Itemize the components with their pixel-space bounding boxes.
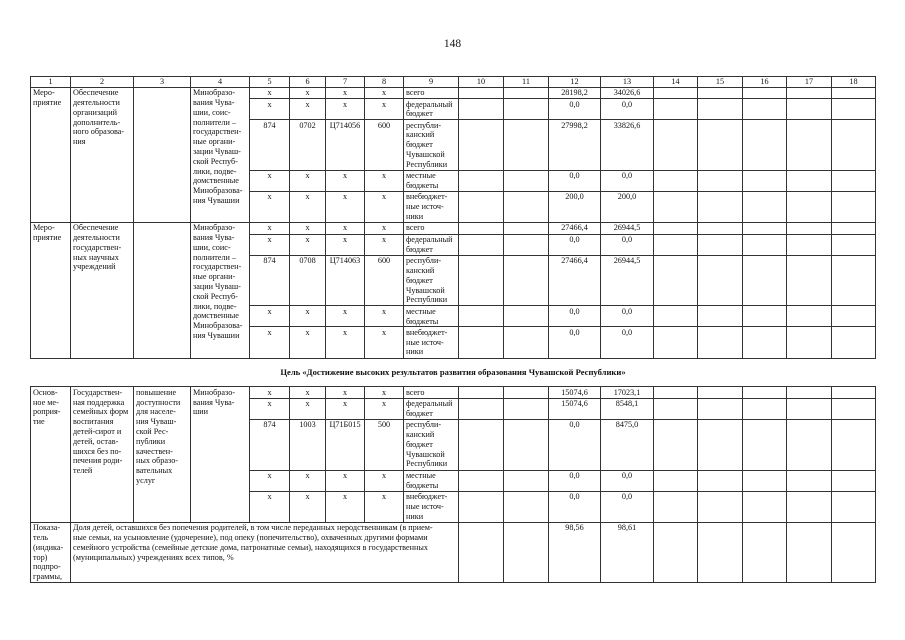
column-number-header: 14 [654, 77, 698, 88]
value-col13-cell: 17023,1 [601, 387, 654, 398]
empty-cell [832, 120, 876, 170]
value-col13-cell: 8475,0 [601, 419, 654, 470]
target-article-cell: Ц71Б015 [326, 419, 365, 470]
target-article-cell: х [326, 306, 365, 327]
value-col12-cell: 27466,4 [549, 222, 601, 234]
empty-cell [654, 191, 698, 222]
target-article-cell: х [326, 99, 365, 120]
empty-cell [787, 255, 832, 305]
expense-type-cell: 500 [365, 419, 404, 470]
empty-cell [698, 191, 743, 222]
empty-cell [459, 491, 504, 522]
value-col13-cell: 8548,1 [601, 398, 654, 419]
empty-cell [459, 170, 504, 191]
grbs-code-cell: х [250, 234, 290, 255]
indicator-value-col13: 98,61 [601, 522, 654, 582]
empty-cell [504, 255, 549, 305]
empty-cell [504, 387, 549, 398]
section-code-cell: х [290, 306, 326, 327]
column-number-header: 12 [549, 77, 601, 88]
grbs-code-cell: х [250, 170, 290, 191]
value-col12-cell: 0,0 [549, 234, 601, 255]
value-col13-cell: 33826,6 [601, 120, 654, 170]
column-number-header: 5 [250, 77, 290, 88]
empty-cell [504, 222, 549, 234]
funding-source-cell: всего [404, 222, 459, 234]
section-code-cell: 1003 [290, 419, 326, 470]
empty-cell [459, 327, 504, 359]
value-col12-cell: 0,0 [549, 470, 601, 491]
empty-cell [504, 191, 549, 222]
empty-cell [832, 419, 876, 470]
funding-source-cell: всего [404, 87, 459, 98]
section-code-cell: 0702 [290, 120, 326, 170]
empty-cell [698, 255, 743, 305]
expense-type-cell: х [365, 170, 404, 191]
value-col13-cell: 0,0 [601, 234, 654, 255]
funding-source-cell: республи- канский бюджет Чувашской Республики [404, 419, 459, 470]
target-article-cell: х [326, 327, 365, 359]
section-code-cell: х [290, 234, 326, 255]
grbs-code-cell: х [250, 387, 290, 398]
value-col13-cell: 26944,5 [601, 222, 654, 234]
empty-cell [743, 419, 787, 470]
empty-cell [504, 419, 549, 470]
target-article-cell: х [326, 222, 365, 234]
value-col13-cell: 0,0 [601, 491, 654, 522]
empty-cell [698, 522, 743, 582]
grbs-code-cell: х [250, 87, 290, 98]
expense-type-cell: х [365, 99, 404, 120]
grbs-code-cell: х [250, 327, 290, 359]
empty-cell [832, 170, 876, 191]
empty-cell [743, 491, 787, 522]
executor-cell: Минобразо- вания Чува- шии, соис- полнители – государствен- ные органи- зации Чуваш- ской Респуб- лики, подве- домственные Минобразова- ния Чувашии [191, 222, 250, 359]
empty-cell [459, 522, 504, 582]
empty-cell [787, 120, 832, 170]
column-number-header: 9 [404, 77, 459, 88]
empty-cell [654, 522, 698, 582]
budget-row [31, 222, 876, 234]
empty-cell [787, 419, 832, 470]
empty-cell [832, 222, 876, 234]
section-code-cell: х [290, 398, 326, 419]
expense-type-cell: х [365, 398, 404, 419]
empty-cell [698, 387, 743, 398]
empty-cell [504, 87, 549, 98]
budget-row [31, 87, 876, 98]
empty-cell [698, 120, 743, 170]
goal-row [31, 359, 876, 387]
empty-cell [787, 398, 832, 419]
event-goal-cell: повышение доступности для населе- ния Чуваш- ской Рес- публики качествен- ных образо- вательных услуг [134, 387, 191, 522]
empty-cell [787, 222, 832, 234]
column-number-header: 11 [504, 77, 549, 88]
column-number-header: 6 [290, 77, 326, 88]
empty-cell [832, 255, 876, 305]
empty-cell [459, 470, 504, 491]
indicator-label-cell: Показа- тель (индика- тор) подпро- граммы, [31, 522, 71, 582]
empty-cell [698, 419, 743, 470]
empty-cell [832, 522, 876, 582]
value-col12-cell: 200,0 [549, 191, 601, 222]
empty-cell [743, 327, 787, 359]
empty-cell [504, 327, 549, 359]
funding-source-cell: всего [404, 387, 459, 398]
funding-source-cell: внебюджет- ные источ- ники [404, 191, 459, 222]
value-col12-cell: 0,0 [549, 327, 601, 359]
value-col13-cell: 200,0 [601, 191, 654, 222]
expense-type-cell: х [365, 87, 404, 98]
budget-row [31, 387, 876, 398]
section-code-cell: х [290, 470, 326, 491]
value-col13-cell: 26944,5 [601, 255, 654, 305]
empty-cell [504, 522, 549, 582]
value-col12-cell: 27998,2 [549, 120, 601, 170]
empty-cell [459, 191, 504, 222]
grbs-code-cell: 874 [250, 255, 290, 305]
column-number-header: 18 [832, 77, 876, 88]
empty-cell [743, 99, 787, 120]
empty-cell [832, 191, 876, 222]
funding-source-cell: республи- канский бюджет Чувашской Республики [404, 255, 459, 305]
column-number-header: 17 [787, 77, 832, 88]
empty-cell [787, 170, 832, 191]
value-col12-cell: 15074,6 [549, 398, 601, 419]
value-col13-cell: 0,0 [601, 306, 654, 327]
target-article-cell: х [326, 491, 365, 522]
empty-cell [698, 234, 743, 255]
empty-cell [654, 491, 698, 522]
grbs-code-cell: х [250, 99, 290, 120]
grbs-code-cell: х [250, 191, 290, 222]
target-article-cell: х [326, 170, 365, 191]
expense-type-cell: х [365, 491, 404, 522]
empty-cell [654, 398, 698, 419]
executor-cell: Минобразо- вания Чува- шии [191, 387, 250, 522]
empty-cell [743, 191, 787, 222]
empty-cell [459, 234, 504, 255]
empty-cell [654, 87, 698, 98]
event-name-cell: Обеспечение деятельности государствен- ных научных учреждений [71, 222, 134, 359]
funding-source-cell: федеральный бюджет [404, 234, 459, 255]
empty-cell [787, 191, 832, 222]
empty-cell [743, 87, 787, 98]
section-code-cell: х [290, 491, 326, 522]
empty-cell [654, 387, 698, 398]
empty-cell [698, 491, 743, 522]
empty-cell [787, 306, 832, 327]
grbs-code-cell: 874 [250, 120, 290, 170]
target-article-cell: Ц714056 [326, 120, 365, 170]
empty-cell [504, 470, 549, 491]
funding-source-cell: местные бюджеты [404, 306, 459, 327]
grbs-code-cell: 874 [250, 419, 290, 470]
empty-cell [504, 306, 549, 327]
grbs-code-cell: х [250, 306, 290, 327]
target-article-cell: х [326, 470, 365, 491]
empty-cell [504, 398, 549, 419]
empty-cell [504, 491, 549, 522]
empty-cell [743, 222, 787, 234]
empty-cell [698, 99, 743, 120]
empty-cell [698, 222, 743, 234]
empty-cell [832, 491, 876, 522]
grbs-code-cell: х [250, 398, 290, 419]
empty-cell [504, 234, 549, 255]
target-article-cell: Ц714063 [326, 255, 365, 305]
empty-cell [698, 87, 743, 98]
empty-cell [504, 170, 549, 191]
section-code-cell: х [290, 191, 326, 222]
section-code-cell: х [290, 170, 326, 191]
empty-cell [698, 398, 743, 419]
section-code-cell: х [290, 222, 326, 234]
expense-type-cell: 600 [365, 120, 404, 170]
empty-cell [832, 387, 876, 398]
empty-cell [787, 491, 832, 522]
expense-type-cell: х [365, 234, 404, 255]
funding-source-cell: внебюджет- ные источ- ники [404, 491, 459, 522]
section-code-cell: х [290, 387, 326, 398]
funding-source-cell: федеральный бюджет [404, 99, 459, 120]
target-article-cell: х [326, 191, 365, 222]
empty-cell [698, 306, 743, 327]
column-number-header: 7 [326, 77, 365, 88]
value-col12-cell: 27466,4 [549, 255, 601, 305]
empty-cell [787, 327, 832, 359]
empty-cell [743, 170, 787, 191]
grbs-code-cell: х [250, 222, 290, 234]
event-goal-cell [134, 222, 191, 359]
empty-cell [459, 306, 504, 327]
empty-cell [832, 306, 876, 327]
empty-cell [743, 470, 787, 491]
column-number-row [31, 77, 876, 88]
expense-type-cell: х [365, 387, 404, 398]
section-code-cell: х [290, 87, 326, 98]
value-col12-cell: 0,0 [549, 491, 601, 522]
empty-cell [504, 99, 549, 120]
empty-cell [698, 170, 743, 191]
empty-cell [459, 120, 504, 170]
empty-cell [832, 470, 876, 491]
page-number: 148 [443, 38, 462, 50]
event-type-cell: Меро- приятие [31, 222, 71, 359]
empty-cell [698, 327, 743, 359]
empty-cell [832, 327, 876, 359]
column-number-header: 15 [698, 77, 743, 88]
value-col13-cell: 34026,6 [601, 87, 654, 98]
empty-cell [787, 87, 832, 98]
empty-cell [654, 255, 698, 305]
empty-cell [654, 327, 698, 359]
empty-cell [743, 306, 787, 327]
empty-cell [832, 398, 876, 419]
empty-cell [787, 99, 832, 120]
column-number-header: 8 [365, 77, 404, 88]
funding-source-cell: местные бюджеты [404, 470, 459, 491]
expense-type-cell: х [365, 470, 404, 491]
section-code-cell: 0708 [290, 255, 326, 305]
value-col12-cell: 28198,2 [549, 87, 601, 98]
value-col13-cell: 0,0 [601, 170, 654, 191]
indicator-value-col12: 98,56 [549, 522, 601, 582]
empty-cell [459, 99, 504, 120]
empty-cell [743, 234, 787, 255]
empty-cell [787, 234, 832, 255]
empty-cell [654, 419, 698, 470]
value-col12-cell: 0,0 [549, 419, 601, 470]
value-col12-cell: 0,0 [549, 170, 601, 191]
empty-cell [459, 255, 504, 305]
empty-cell [743, 120, 787, 170]
empty-cell [654, 306, 698, 327]
column-number-header: 13 [601, 77, 654, 88]
empty-cell [654, 470, 698, 491]
funding-source-cell: внебюджет- ные источ- ники [404, 327, 459, 359]
column-number-header: 4 [191, 77, 250, 88]
empty-cell [654, 120, 698, 170]
indicator-text-cell: Доля детей, оставшихся без попечения родителей, в том числе переданных неродственникам (в прием- ные семьи, на усыновление (удочерение), под опеку (попечительство), охваченных другими формами семейного устройства (семейные детские дома, патронатные семьи), находящихся в государственных (муниципальных) учреждениях всех типов, % [71, 522, 459, 582]
goal-title: Цель «Достижение высоких результатов развития образования Чувашской Республики» [31, 359, 876, 387]
target-article-cell: х [326, 398, 365, 419]
empty-cell [832, 87, 876, 98]
target-article-cell: х [326, 234, 365, 255]
empty-cell [832, 99, 876, 120]
empty-cell [832, 234, 876, 255]
empty-cell [459, 87, 504, 98]
empty-cell [459, 419, 504, 470]
empty-cell [787, 470, 832, 491]
indicator-row [31, 522, 876, 582]
expense-type-cell: х [365, 222, 404, 234]
empty-cell [654, 170, 698, 191]
funding-source-cell: федеральный бюджет [404, 398, 459, 419]
budget-table [30, 76, 876, 583]
event-type-cell: Основ- ное ме- роприя- тие [31, 387, 71, 522]
empty-cell [743, 387, 787, 398]
empty-cell [654, 99, 698, 120]
value-col13-cell: 0,0 [601, 327, 654, 359]
empty-cell [459, 398, 504, 419]
column-number-header: 10 [459, 77, 504, 88]
grbs-code-cell: х [250, 491, 290, 522]
empty-cell [743, 398, 787, 419]
empty-cell [743, 255, 787, 305]
expense-type-cell: х [365, 327, 404, 359]
value-col12-cell: 15074,6 [549, 387, 601, 398]
empty-cell [787, 387, 832, 398]
expense-type-cell: х [365, 191, 404, 222]
empty-cell [787, 522, 832, 582]
empty-cell [459, 222, 504, 234]
column-number-header: 1 [31, 77, 71, 88]
target-article-cell: х [326, 387, 365, 398]
column-number-header: 2 [71, 77, 134, 88]
expense-type-cell: х [365, 306, 404, 327]
value-col13-cell: 0,0 [601, 99, 654, 120]
section-code-cell: х [290, 327, 326, 359]
expense-type-cell: 600 [365, 255, 404, 305]
executor-cell: Минобразо- вания Чува- шии, соис- полнители – государствен- ные органи- зации Чуваш- ской Респуб- лики, подве- домственные Минобразова- ния Чувашии [191, 87, 250, 222]
column-number-header: 16 [743, 77, 787, 88]
empty-cell [743, 522, 787, 582]
empty-cell [654, 234, 698, 255]
value-col12-cell: 0,0 [549, 306, 601, 327]
event-type-cell: Меро- приятие [31, 87, 71, 222]
grbs-code-cell: х [250, 470, 290, 491]
event-name-cell: Государствен- ная поддержка семейных форм воспитания детей-сирот и детей, остав- шихся без по- печения роди- телей [71, 387, 134, 522]
funding-source-cell: республи- канский бюджет Чувашской Республики [404, 120, 459, 170]
empty-cell [459, 387, 504, 398]
event-goal-cell [134, 87, 191, 222]
funding-source-cell: местные бюджеты [404, 170, 459, 191]
column-number-header: 3 [134, 77, 191, 88]
value-col12-cell: 0,0 [549, 99, 601, 120]
empty-cell [654, 222, 698, 234]
event-name-cell: Обеспечение деятельности организаций дополнитель- ного образова- ния [71, 87, 134, 222]
empty-cell [504, 120, 549, 170]
empty-cell [698, 470, 743, 491]
section-code-cell: х [290, 99, 326, 120]
value-col13-cell: 0,0 [601, 470, 654, 491]
target-article-cell: х [326, 87, 365, 98]
